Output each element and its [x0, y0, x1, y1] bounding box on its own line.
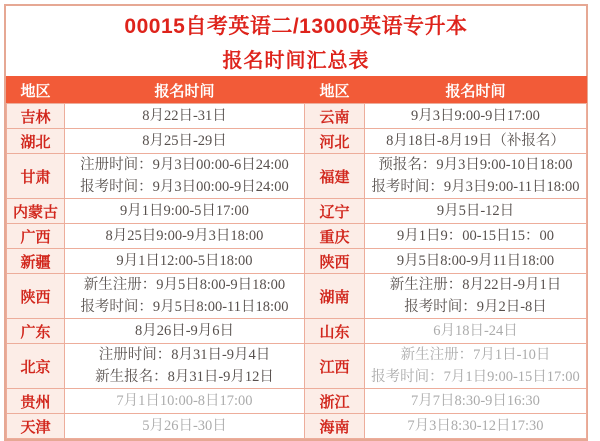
time-line: 新生注册：8月22日-9月1日: [389, 277, 562, 293]
time-line: 报考时间：9月5日8:00-11日18:00: [80, 299, 289, 315]
time-cell: [365, 104, 587, 129]
region-cell: 陕西: [7, 274, 65, 319]
region-cell: 重庆: [305, 224, 365, 249]
time-cell: [365, 249, 587, 274]
time-line: 报考时间：7月1日9:00-15日17:00: [371, 369, 580, 385]
time-line: 注册时间：8月31日-9月4日: [98, 347, 271, 363]
table-row: [7, 249, 587, 274]
time-line: 9月1日12:00-5日18:00: [116, 253, 253, 269]
time-line: 8月22日-31日: [142, 108, 227, 124]
time-line: 9月5日8:00-9月11日18:00: [396, 253, 555, 269]
table-row: [7, 224, 587, 249]
region-cell: 新疆: [7, 249, 65, 274]
time-cell: [365, 274, 587, 319]
time-line: 8月25日9:00-9月3日18:00: [105, 228, 264, 244]
header-time-left: 报名时间: [65, 77, 305, 104]
time-line: 7月1日10:00-8日17:00: [116, 393, 253, 409]
region-cell: 广东: [7, 319, 65, 344]
time-line: 6月18日-24日: [433, 323, 518, 339]
time-cell: [365, 154, 587, 199]
time-line: 7月7日8:30-9日16:30: [411, 393, 540, 409]
region-cell: 江西: [305, 344, 365, 389]
time-cell: [365, 199, 587, 224]
time-cell: [65, 274, 305, 319]
time-cell: [65, 199, 305, 224]
region-cell: 吉林: [7, 104, 65, 129]
table-row: [7, 274, 587, 319]
registration-summary-card: [4, 4, 588, 441]
time-line: 8月18日-8月19日（补报名）: [386, 133, 565, 149]
time-cell: [65, 104, 305, 129]
time-cell: [365, 224, 587, 249]
time-line: 5月26日-30日: [142, 418, 227, 434]
time-cell: [365, 319, 587, 344]
region-cell: 内蒙古: [7, 199, 65, 224]
region-cell: 甘肃: [7, 154, 65, 199]
time-line: 报考时间：9月3日9:00-11日18:00: [371, 179, 580, 195]
header-time-right: 报名时间: [365, 77, 587, 104]
region-cell: 贵州: [7, 389, 65, 414]
region-cell: 河北: [305, 129, 365, 154]
time-line: 新生报名：8月31日-9月12日: [95, 369, 274, 385]
time-line: 新生注册：7月1日-10日: [400, 347, 551, 363]
region-cell: 陕西: [305, 249, 365, 274]
region-cell: 浙江: [305, 389, 365, 414]
time-line: 预报名：9月3日9:00-10日18:00: [378, 157, 573, 173]
region-cell: 天津: [7, 414, 65, 439]
table-row: [7, 344, 587, 389]
header-region-left: 地区: [7, 77, 65, 104]
region-cell: 山东: [305, 319, 365, 344]
time-cell: [65, 154, 305, 199]
region-cell: 辽宁: [305, 199, 365, 224]
time-cell: [65, 389, 305, 414]
time-line: 9月3日9:00-9日17:00: [411, 108, 540, 124]
table-row: [7, 199, 587, 224]
time-line: 9月1日9：00-15日15：00: [396, 228, 555, 244]
card-title: [6, 6, 586, 76]
table-row: [7, 319, 587, 344]
header-region-right: 地区: [305, 77, 365, 104]
time-cell: [365, 389, 587, 414]
table-row: [7, 414, 587, 439]
time-cell: [65, 414, 305, 439]
table-row: [7, 129, 587, 154]
table-row: [7, 389, 587, 414]
time-line: 注册时间：9月3日00:00-6日24:00: [80, 157, 289, 173]
time-cell: [365, 129, 587, 154]
time-cell: [65, 224, 305, 249]
time-line: 报考时间：9月2日-8日: [404, 299, 547, 315]
time-line: 报考时间：9月3日00:00-9日24:00: [80, 179, 289, 195]
region-cell: 广西: [7, 224, 65, 249]
time-line: 7月3日8:30-12日17:30: [407, 418, 544, 434]
region-cell: 海南: [305, 414, 365, 439]
course-title: 00015自考英语二/13000英语专升本: [124, 14, 468, 38]
table-body: [7, 104, 587, 439]
region-cell: 北京: [7, 344, 65, 389]
table-row: [7, 104, 587, 129]
time-line: 9月5日-12日: [436, 203, 515, 219]
region-cell: 湖南: [305, 274, 365, 319]
time-cell: [65, 344, 305, 389]
region-cell: 云南: [305, 104, 365, 129]
time-line: 9月1日9:00-5日17:00: [120, 203, 249, 219]
time-line: 8月26日-9月6日: [134, 323, 235, 339]
time-line: 新生注册：9月5日8:00-9日18:00: [83, 277, 286, 293]
registration-table: [6, 76, 587, 439]
time-cell: [65, 319, 305, 344]
region-cell: 湖北: [7, 129, 65, 154]
time-cell: [365, 344, 587, 389]
time-cell: [65, 249, 305, 274]
table-row: [7, 154, 587, 199]
region-cell: 福建: [305, 154, 365, 199]
time-cell: [65, 129, 305, 154]
table-subtitle: 报名时间汇总表: [222, 49, 370, 72]
table-header-row: [7, 77, 587, 104]
time-line: 8月25日-29日: [142, 133, 227, 149]
time-cell: [365, 414, 587, 439]
